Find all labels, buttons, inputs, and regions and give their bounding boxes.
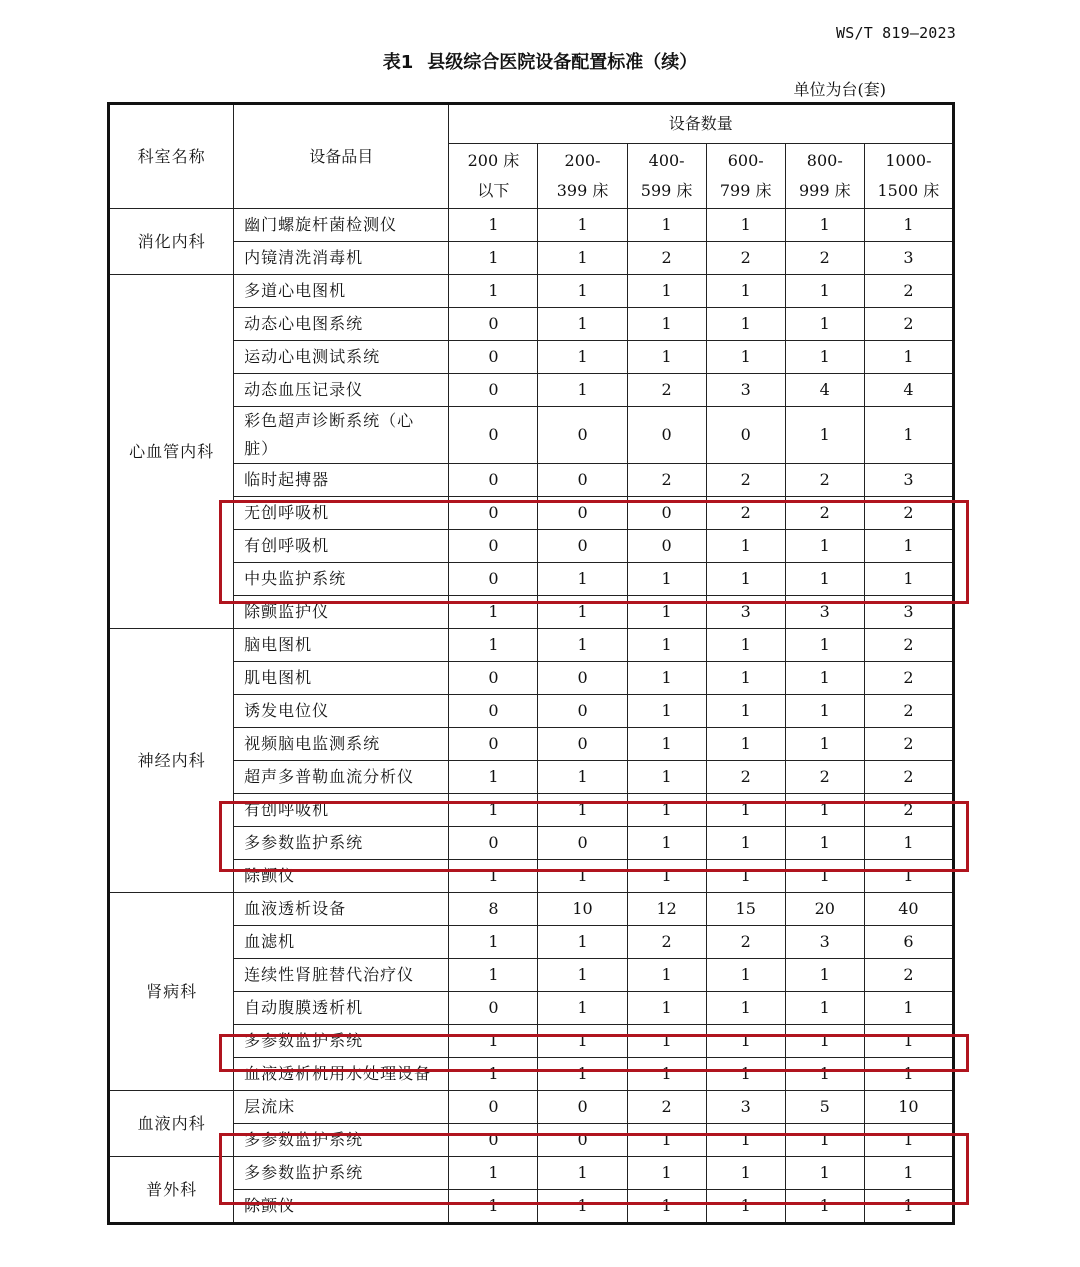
table-row xyxy=(109,530,954,563)
quantity-cell: 1 xyxy=(449,209,538,242)
table-row xyxy=(109,695,954,728)
quantity-cell: 1 xyxy=(785,275,864,308)
quantity-cell: 0 xyxy=(538,728,627,761)
quantity-cell: 0 xyxy=(449,341,538,374)
standard-code: WS/T 819—2023 xyxy=(836,24,956,42)
equipment-item: 血液透析设备 xyxy=(234,893,449,926)
equipment-item: 自动腹膜透析机 xyxy=(234,992,449,1025)
quantity-cell: 0 xyxy=(538,407,627,464)
header-col-3: 400- 599 床 xyxy=(627,144,706,209)
table-row xyxy=(109,926,954,959)
equipment-item: 临时起搏器 xyxy=(234,464,449,497)
quantity-cell: 2 xyxy=(706,926,785,959)
header-department: 科室名称 xyxy=(109,104,234,209)
equipment-item: 多参数监护系统 xyxy=(234,1025,449,1058)
table-row xyxy=(109,596,954,629)
equipment-item: 动态血压记录仪 xyxy=(234,374,449,407)
quantity-cell: 1 xyxy=(538,761,627,794)
equipment-item: 肌电图机 xyxy=(234,662,449,695)
quantity-cell: 2 xyxy=(864,959,953,992)
quantity-cell: 2 xyxy=(785,464,864,497)
quantity-cell: 1 xyxy=(785,992,864,1025)
equipment-item: 多参数监护系统 xyxy=(234,827,449,860)
quantity-cell: 1 xyxy=(627,1157,706,1190)
quantity-cell: 1 xyxy=(785,1157,864,1190)
quantity-cell: 1 xyxy=(627,794,706,827)
table-row xyxy=(109,497,954,530)
quantity-cell: 1 xyxy=(538,1190,627,1224)
table-row xyxy=(109,860,954,893)
quantity-cell: 1 xyxy=(864,209,953,242)
quantity-cell: 1 xyxy=(449,1058,538,1091)
table-row xyxy=(109,629,954,662)
table-row xyxy=(109,1025,954,1058)
quantity-cell: 0 xyxy=(449,827,538,860)
equipment-item: 血液透析机用水处理设备 xyxy=(234,1058,449,1091)
quantity-cell: 1 xyxy=(706,662,785,695)
quantity-cell: 1 xyxy=(706,1157,785,1190)
quantity-cell: 1 xyxy=(706,530,785,563)
quantity-cell: 4 xyxy=(864,374,953,407)
quantity-cell: 1 xyxy=(864,1157,953,1190)
table-row xyxy=(109,827,954,860)
quantity-cell: 1 xyxy=(449,242,538,275)
table-row xyxy=(109,1124,954,1157)
quantity-cell: 1 xyxy=(864,827,953,860)
quantity-cell: 1 xyxy=(785,959,864,992)
quantity-cell: 1 xyxy=(627,1058,706,1091)
quantity-cell: 0 xyxy=(538,497,627,530)
quantity-cell: 2 xyxy=(864,629,953,662)
quantity-cell: 1 xyxy=(785,407,864,464)
quantity-cell: 2 xyxy=(706,761,785,794)
header-col-5: 800- 999 床 xyxy=(785,144,864,209)
quantity-cell: 0 xyxy=(538,662,627,695)
quantity-cell: 1 xyxy=(538,794,627,827)
quantity-cell: 0 xyxy=(449,530,538,563)
quantity-cell: 1 xyxy=(785,308,864,341)
quantity-cell: 2 xyxy=(864,695,953,728)
table-row xyxy=(109,1058,954,1091)
equipment-item: 中央监护系统 xyxy=(234,563,449,596)
quantity-cell: 0 xyxy=(627,497,706,530)
quantity-cell: 1 xyxy=(538,992,627,1025)
quantity-cell: 1 xyxy=(706,860,785,893)
equipment-table xyxy=(107,102,955,1225)
quantity-cell: 0 xyxy=(449,464,538,497)
quantity-cell: 1 xyxy=(785,629,864,662)
equipment-item: 内镜清洗消毒机 xyxy=(234,242,449,275)
quantity-cell: 0 xyxy=(449,407,538,464)
quantity-cell: 2 xyxy=(864,794,953,827)
quantity-cell: 2 xyxy=(864,497,953,530)
department-name: 肾病科 xyxy=(109,893,234,1091)
quantity-cell: 1 xyxy=(864,1190,953,1224)
table-row xyxy=(109,242,954,275)
equipment-item: 脑电图机 xyxy=(234,629,449,662)
quantity-cell: 1 xyxy=(538,629,627,662)
quantity-cell: 0 xyxy=(538,530,627,563)
quantity-cell: 3 xyxy=(864,464,953,497)
quantity-cell: 1 xyxy=(785,1190,864,1224)
quantity-cell: 1 xyxy=(627,992,706,1025)
quantity-cell: 1 xyxy=(627,728,706,761)
quantity-cell: 1 xyxy=(538,275,627,308)
equipment-item: 多参数监护系统 xyxy=(234,1157,449,1190)
equipment-item: 多道心电图机 xyxy=(234,275,449,308)
quantity-cell: 1 xyxy=(538,959,627,992)
quantity-cell: 1 xyxy=(538,308,627,341)
table-row xyxy=(109,893,954,926)
quantity-cell: 1 xyxy=(706,794,785,827)
quantity-cell: 1 xyxy=(449,794,538,827)
quantity-cell: 1 xyxy=(627,1190,706,1224)
quantity-cell: 1 xyxy=(864,530,953,563)
quantity-cell: 1 xyxy=(864,1124,953,1157)
equipment-item: 彩色超声诊断系统（心脏） xyxy=(234,407,449,464)
table-title-text: 县级综合医院设备配置标准（续） xyxy=(427,52,698,73)
quantity-cell: 1 xyxy=(864,1025,953,1058)
equipment-item: 有创呼吸机 xyxy=(234,530,449,563)
quantity-cell: 3 xyxy=(785,926,864,959)
quantity-cell: 0 xyxy=(449,662,538,695)
quantity-cell: 0 xyxy=(449,563,538,596)
quantity-cell: 2 xyxy=(864,761,953,794)
quantity-cell: 2 xyxy=(864,662,953,695)
equipment-item: 超声多普勒血流分析仪 xyxy=(234,761,449,794)
quantity-cell: 1 xyxy=(538,1058,627,1091)
quantity-cell: 10 xyxy=(864,1091,953,1124)
department-name: 普外科 xyxy=(109,1157,234,1224)
quantity-cell: 6 xyxy=(864,926,953,959)
quantity-cell: 1 xyxy=(785,794,864,827)
table-row xyxy=(109,761,954,794)
quantity-cell: 0 xyxy=(538,827,627,860)
quantity-cell: 1 xyxy=(706,563,785,596)
quantity-cell: 3 xyxy=(706,596,785,629)
quantity-cell: 0 xyxy=(538,1124,627,1157)
quantity-cell: 1 xyxy=(627,596,706,629)
table-row xyxy=(109,959,954,992)
header-col-6: 1000- 1500 床 xyxy=(864,144,953,209)
header-item: 设备品目 xyxy=(234,104,449,209)
quantity-cell: 1 xyxy=(627,959,706,992)
quantity-cell: 1 xyxy=(627,827,706,860)
quantity-cell: 3 xyxy=(706,1091,785,1124)
equipment-item: 无创呼吸机 xyxy=(234,497,449,530)
quantity-cell: 3 xyxy=(864,596,953,629)
table-row xyxy=(109,662,954,695)
quantity-cell: 1 xyxy=(785,695,864,728)
quantity-cell: 4 xyxy=(785,374,864,407)
equipment-item: 视频脑电监测系统 xyxy=(234,728,449,761)
quantity-cell: 1 xyxy=(449,1157,538,1190)
table-row xyxy=(109,275,954,308)
equipment-item: 连续性肾脏替代治疗仪 xyxy=(234,959,449,992)
quantity-cell: 1 xyxy=(627,275,706,308)
equipment-item: 动态心电图系统 xyxy=(234,308,449,341)
quantity-cell: 1 xyxy=(706,959,785,992)
quantity-cell: 1 xyxy=(538,596,627,629)
quantity-cell: 1 xyxy=(538,242,627,275)
table-row xyxy=(109,563,954,596)
quantity-cell: 1 xyxy=(627,629,706,662)
equipment-item: 除颤监护仪 xyxy=(234,596,449,629)
table-row xyxy=(109,209,954,242)
quantity-cell: 1 xyxy=(449,860,538,893)
quantity-cell: 1 xyxy=(538,563,627,596)
header-quantity: 设备数量 xyxy=(449,104,954,144)
department-name: 神经内科 xyxy=(109,629,234,893)
table-row xyxy=(109,992,954,1025)
header-col-2: 200- 399 床 xyxy=(538,144,627,209)
table-row xyxy=(109,374,954,407)
quantity-cell: 1 xyxy=(449,926,538,959)
quantity-cell: 2 xyxy=(706,497,785,530)
quantity-cell: 1 xyxy=(627,860,706,893)
quantity-cell: 2 xyxy=(627,1091,706,1124)
table-row xyxy=(109,1091,954,1124)
quantity-cell: 1 xyxy=(538,341,627,374)
department-name: 消化内科 xyxy=(109,209,234,275)
quantity-cell: 1 xyxy=(706,827,785,860)
quantity-cell: 2 xyxy=(627,374,706,407)
equipment-item: 除颤仪 xyxy=(234,1190,449,1224)
quantity-cell: 12 xyxy=(627,893,706,926)
table-row xyxy=(109,464,954,497)
quantity-cell: 1 xyxy=(627,341,706,374)
quantity-cell: 1 xyxy=(538,926,627,959)
quantity-cell: 0 xyxy=(538,464,627,497)
quantity-cell: 1 xyxy=(627,662,706,695)
quantity-cell: 1 xyxy=(627,563,706,596)
quantity-cell: 2 xyxy=(785,761,864,794)
quantity-cell: 1 xyxy=(785,860,864,893)
department-name: 心血管内科 xyxy=(109,275,234,629)
quantity-cell: 1 xyxy=(785,662,864,695)
header-col-4: 600- 799 床 xyxy=(706,144,785,209)
quantity-cell: 1 xyxy=(706,1058,785,1091)
quantity-cell: 8 xyxy=(449,893,538,926)
quantity-cell: 1 xyxy=(706,1190,785,1224)
quantity-cell: 1 xyxy=(785,209,864,242)
table-row xyxy=(109,407,954,464)
quantity-cell: 1 xyxy=(864,563,953,596)
quantity-cell: 1 xyxy=(706,992,785,1025)
quantity-cell: 1 xyxy=(706,209,785,242)
quantity-cell: 1 xyxy=(627,761,706,794)
quantity-cell: 1 xyxy=(449,959,538,992)
quantity-cell: 0 xyxy=(538,1091,627,1124)
equipment-item: 除颤仪 xyxy=(234,860,449,893)
quantity-cell: 2 xyxy=(627,464,706,497)
quantity-cell: 1 xyxy=(538,1025,627,1058)
quantity-cell: 1 xyxy=(785,563,864,596)
quantity-cell: 1 xyxy=(785,341,864,374)
quantity-cell: 2 xyxy=(864,728,953,761)
quantity-cell: 1 xyxy=(706,1124,785,1157)
quantity-cell: 1 xyxy=(706,1025,785,1058)
quantity-cell: 1 xyxy=(785,1058,864,1091)
quantity-cell: 1 xyxy=(706,341,785,374)
quantity-cell: 0 xyxy=(706,407,785,464)
quantity-cell: 1 xyxy=(449,1025,538,1058)
table-row xyxy=(109,1190,954,1224)
quantity-cell: 1 xyxy=(706,728,785,761)
department-name: 血液内科 xyxy=(109,1091,234,1157)
quantity-cell: 2 xyxy=(706,242,785,275)
quantity-cell: 1 xyxy=(627,695,706,728)
table-row xyxy=(109,1157,954,1190)
quantity-cell: 1 xyxy=(538,1157,627,1190)
quantity-cell: 1 xyxy=(449,761,538,794)
quantity-cell: 0 xyxy=(627,530,706,563)
quantity-cell: 2 xyxy=(864,275,953,308)
quantity-cell: 3 xyxy=(706,374,785,407)
quantity-cell: 1 xyxy=(864,1058,953,1091)
quantity-cell: 1 xyxy=(706,308,785,341)
quantity-cell: 1 xyxy=(864,407,953,464)
quantity-cell: 1 xyxy=(785,1124,864,1157)
equipment-item: 运动心电测试系统 xyxy=(234,341,449,374)
quantity-cell: 1 xyxy=(449,1190,538,1224)
quantity-cell: 20 xyxy=(785,893,864,926)
equipment-item: 诱发电位仪 xyxy=(234,695,449,728)
equipment-item: 层流床 xyxy=(234,1091,449,1124)
quantity-cell: 1 xyxy=(627,308,706,341)
quantity-cell: 0 xyxy=(538,695,627,728)
quantity-cell: 0 xyxy=(627,407,706,464)
quantity-cell: 1 xyxy=(706,695,785,728)
table-row xyxy=(109,308,954,341)
quantity-cell: 1 xyxy=(538,209,627,242)
unit-note: 单位为台(套) xyxy=(793,80,886,99)
table-title xyxy=(0,48,1080,74)
equipment-item: 血滤机 xyxy=(234,926,449,959)
quantity-cell: 1 xyxy=(706,275,785,308)
quantity-cell: 0 xyxy=(449,695,538,728)
quantity-cell: 1 xyxy=(785,530,864,563)
quantity-cell: 2 xyxy=(706,464,785,497)
quantity-cell: 0 xyxy=(449,992,538,1025)
quantity-cell: 1 xyxy=(706,629,785,662)
quantity-cell: 1 xyxy=(785,728,864,761)
quantity-cell: 1 xyxy=(864,341,953,374)
quantity-cell: 5 xyxy=(785,1091,864,1124)
quantity-cell: 15 xyxy=(706,893,785,926)
quantity-cell: 1 xyxy=(627,1025,706,1058)
quantity-cell: 0 xyxy=(449,1124,538,1157)
quantity-cell: 1 xyxy=(449,596,538,629)
quantity-cell: 1 xyxy=(864,992,953,1025)
quantity-cell: 1 xyxy=(785,827,864,860)
quantity-cell: 2 xyxy=(864,308,953,341)
quantity-cell: 1 xyxy=(449,629,538,662)
quantity-cell: 3 xyxy=(864,242,953,275)
equipment-item: 多参数监护系统 xyxy=(234,1124,449,1157)
quantity-cell: 1 xyxy=(627,209,706,242)
quantity-cell: 1 xyxy=(627,1124,706,1157)
equipment-item: 幽门螺旋杆菌检测仪 xyxy=(234,209,449,242)
quantity-cell: 1 xyxy=(538,374,627,407)
quantity-cell: 0 xyxy=(449,728,538,761)
quantity-cell: 0 xyxy=(449,497,538,530)
header-col-1: 200 床 以下 xyxy=(449,144,538,209)
quantity-cell: 1 xyxy=(785,1025,864,1058)
table-row xyxy=(109,728,954,761)
table-row xyxy=(109,341,954,374)
equipment-item: 有创呼吸机 xyxy=(234,794,449,827)
quantity-cell: 3 xyxy=(785,596,864,629)
quantity-cell: 1 xyxy=(449,275,538,308)
quantity-cell: 1 xyxy=(864,860,953,893)
quantity-cell: 40 xyxy=(864,893,953,926)
quantity-cell: 2 xyxy=(627,926,706,959)
quantity-cell: 2 xyxy=(785,497,864,530)
table-number: 表1 xyxy=(382,52,414,73)
quantity-cell: 2 xyxy=(785,242,864,275)
quantity-cell: 10 xyxy=(538,893,627,926)
quantity-cell: 0 xyxy=(449,374,538,407)
quantity-cell: 0 xyxy=(449,1091,538,1124)
table-row xyxy=(109,794,954,827)
quantity-cell: 2 xyxy=(627,242,706,275)
quantity-cell: 0 xyxy=(449,308,538,341)
quantity-cell: 1 xyxy=(538,860,627,893)
